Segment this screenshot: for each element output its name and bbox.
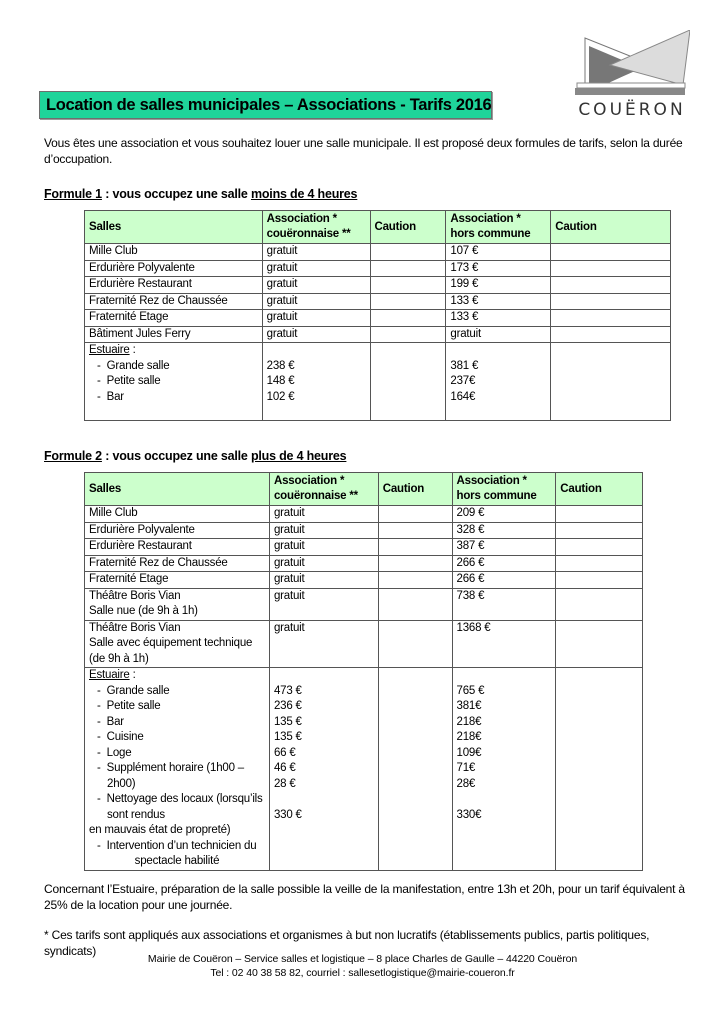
caution-2 <box>556 555 643 572</box>
formule-1-table <box>84 210 671 421</box>
table-row <box>85 539 643 556</box>
footer <box>0 952 725 980</box>
salle-name: Fraternité Etage <box>85 310 263 327</box>
table-row <box>85 326 671 343</box>
table-row-theatre-nue <box>85 588 643 620</box>
tarif-coueron: gratuit <box>262 293 370 310</box>
tarif-hors: 765 € 381€ 218€ 218€ 109€ 71€ 28€ 330€ <box>452 668 556 871</box>
caution-1 <box>370 293 446 310</box>
table-row <box>85 506 643 523</box>
table-row-estuaire <box>85 343 671 421</box>
tarif-hors: 387 € <box>452 539 556 556</box>
table-header-row <box>85 473 643 506</box>
tarif-hors: 266 € <box>452 555 556 572</box>
salle-name-estuaire: Estuaire : - Grande salle - Petite salle - Bar <box>85 343 263 421</box>
caution-1 <box>370 310 446 327</box>
tarif-hors: 133 € <box>446 310 551 327</box>
caution-1 <box>370 260 446 277</box>
header-caution-1: Caution <box>378 473 452 506</box>
salle-name: Erdurière Polyvalente <box>85 260 263 277</box>
salle-name: Fraternité Rez de Chaussée <box>85 555 270 572</box>
tarif-hors: gratuit <box>446 326 551 343</box>
salle-name: Bâtiment Jules Ferry <box>85 326 263 343</box>
formule-1-duration: moins de 4 heures <box>250 187 358 201</box>
salle-name: Mille Club <box>85 506 270 523</box>
formule-1-heading <box>44 187 357 201</box>
page-title: Location de salles municipales – Associations - Tarifs 2016 <box>46 95 492 114</box>
tarif-coueron: gratuit <box>262 310 370 327</box>
header-caution-1: Caution <box>370 211 446 244</box>
coueron-logo-icon <box>565 30 690 105</box>
footer-address: Mairie de Couëron – Service salles et logistique – 8 place Charles de Gaulle – 44220 Couëron <box>147 953 578 965</box>
tarif-hors: 328 € <box>452 522 556 539</box>
table-row <box>85 310 671 327</box>
caution-2 <box>551 293 671 310</box>
table-row-estuaire <box>85 668 643 871</box>
formule-1-sep: : vous occupez une salle <box>101 187 251 201</box>
formule-2-label: Formule 2 <box>44 449 102 463</box>
table-row-theatre-equipee <box>85 620 643 668</box>
tarif-coueron: gratuit <box>262 326 370 343</box>
caution-2 <box>551 343 671 421</box>
tarif-coueron: gratuit <box>269 572 378 589</box>
caution-1 <box>378 539 452 556</box>
table-row <box>85 555 643 572</box>
salle-name: Théâtre Boris Vian Salle avec équipement technique (de 9h à 1h) <box>85 620 270 668</box>
tarif-coueron: 238 € 148 € 102 € <box>262 343 370 421</box>
table-row <box>85 293 671 310</box>
caution-2 <box>556 539 643 556</box>
tarif-coueron: gratuit <box>269 555 378 572</box>
tarif-coueron: gratuit <box>269 620 378 668</box>
caution-2 <box>551 260 671 277</box>
formule-2-sep: : vous occupez une salle <box>101 449 251 463</box>
caution-2 <box>556 620 643 668</box>
formule-2-duration: plus de 4 heures <box>250 449 347 463</box>
caution-1 <box>370 343 446 421</box>
caution-2 <box>556 572 643 589</box>
header-asso-hors: Association * hors commune <box>446 211 551 244</box>
table-row <box>85 260 671 277</box>
tarif-coueron: gratuit <box>269 539 378 556</box>
tarif-hors: 173 € <box>446 260 551 277</box>
salle-name: Fraternité Etage <box>85 572 270 589</box>
table-row <box>85 277 671 294</box>
caution-1 <box>370 326 446 343</box>
note-asterisk: * Ces tarifs sont appliqués aux associations et organismes à but non lucratifs (établissements publics, partis politiques, syndicats) <box>44 928 650 958</box>
tarif-coueron: gratuit <box>269 506 378 523</box>
tarif-coueron: gratuit <box>269 522 378 539</box>
page-title-box <box>39 91 492 119</box>
salle-name: Mille Club <box>85 244 263 261</box>
estuaire-label: Estuaire <box>89 669 130 681</box>
logo-text: COUËRON <box>578 100 686 120</box>
table-row <box>85 522 643 539</box>
tarif-hors: 266 € <box>452 572 556 589</box>
tarif-hors: 1368 € <box>452 620 556 668</box>
caution-2 <box>556 668 643 871</box>
table-header-row <box>85 211 671 244</box>
caution-1 <box>378 588 452 620</box>
tarif-hors: 209 € <box>452 506 556 523</box>
header-caution-2: Caution <box>556 473 643 506</box>
salle-name: Théâtre Boris Vian Salle nue (de 9h à 1h) <box>85 588 270 620</box>
tarif-hors: 381 € 237€ 164€ <box>446 343 551 421</box>
caution-1 <box>378 620 452 668</box>
header-caution-2: Caution <box>551 211 671 244</box>
header-asso-coueron: Association * couëronnaise ** <box>262 211 370 244</box>
coueron-logo <box>565 30 690 130</box>
caution-2 <box>556 588 643 620</box>
caution-1 <box>370 244 446 261</box>
salle-name: Erdurière Restaurant <box>85 539 270 556</box>
caution-1 <box>378 572 452 589</box>
salle-name: Erdurière Polyvalente <box>85 522 270 539</box>
formule-2-heading <box>44 449 346 463</box>
caution-2 <box>551 277 671 294</box>
tarif-hors: 107 € <box>446 244 551 261</box>
tarif-coueron: 473 € 236 € 135 € 135 € 66 € 46 € 28 € 330 € <box>269 668 378 871</box>
tarif-coueron: gratuit <box>262 277 370 294</box>
salle-name: Erdurière Restaurant <box>85 277 263 294</box>
formule-1-label: Formule 1 <box>44 187 102 201</box>
caution-1 <box>378 668 452 871</box>
table-row <box>85 572 643 589</box>
caution-2 <box>551 310 671 327</box>
caution-1 <box>378 506 452 523</box>
tarif-coueron: gratuit <box>262 244 370 261</box>
estuaire-label: Estuaire <box>89 344 130 356</box>
table-row <box>85 244 671 261</box>
tarif-hors: 199 € <box>446 277 551 294</box>
header-salles: Salles <box>85 211 263 244</box>
salle-name: Fraternité Rez de Chaussée <box>85 293 263 310</box>
tarif-hors: 133 € <box>446 293 551 310</box>
caution-2 <box>551 326 671 343</box>
caution-1 <box>370 277 446 294</box>
caution-1 <box>378 555 452 572</box>
tarif-coueron: gratuit <box>269 588 378 620</box>
tarif-hors: 738 € <box>452 588 556 620</box>
caution-2 <box>556 506 643 523</box>
footer-contact: Tel : 02 40 38 58 82, courriel : sallesetlogistique@mairie-coueron.fr <box>210 967 515 979</box>
header-asso-coueron: Association * couëronnaise ** <box>269 473 378 506</box>
salle-name-estuaire: Estuaire : - Grande salle - Petite salle - Bar - Cuisine - Loge - Supplément horaire (1h00 – 2h00) - Nettoyage des locaux (lorsqu’ils sont rendus en mauvais état de propreté) - Intervention d’un technicien du spectacle habilité <box>85 668 270 871</box>
caution-2 <box>556 522 643 539</box>
note-estuaire: Concernant l’Estuaire, préparation de la salle possible la veille de la manifestation, entre 13h et 20h, pour un tarif équivalent à 25% de la location pour une journée. <box>44 882 685 912</box>
tarif-coueron: gratuit <box>262 260 370 277</box>
intro-text: Vous êtes une association et vous souhaitez louer une salle municipale. Il est proposé deux formules de tarifs, selon la durée d’occupation. <box>44 136 683 166</box>
estuaire-item: - Petite salle <box>97 375 161 387</box>
header-asso-hors: Association * hors commune <box>452 473 556 506</box>
estuaire-item: - Bar <box>97 390 124 403</box>
header-salles: Salles <box>85 473 270 506</box>
caution-1 <box>378 522 452 539</box>
caution-2 <box>551 244 671 261</box>
estuaire-item: - Grande salle <box>97 359 170 372</box>
formule-2-table <box>84 472 643 871</box>
